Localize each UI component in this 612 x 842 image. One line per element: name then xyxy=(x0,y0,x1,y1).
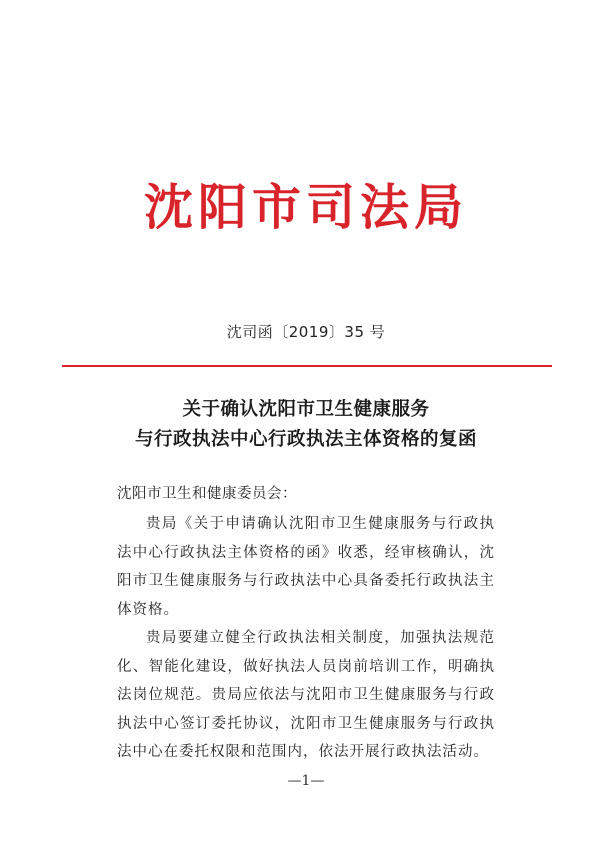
page-number: —1— xyxy=(287,773,325,789)
salutation: 沈阳市卫生和健康委员会： xyxy=(117,486,297,502)
document-body xyxy=(117,510,495,767)
document-title xyxy=(0,395,612,455)
red-separator-line xyxy=(62,365,552,367)
document-number: 沈司函〔2019〕35 号 xyxy=(226,323,386,341)
body-paragraph-1: 贵局《关于申请确认沈阳市卫生健康服务与行政执法中心行政执法主体资格的函》收悉，经审核确认，沈阳市卫生健康服务与行政执法中心具备委托行政执法主体资格。 xyxy=(117,516,495,618)
body-paragraph-2: 贵局要建立健全行政执法相关制度，加强执法规范化、智能化建设，做好执法人员岗前培训工作，明确执法岗位规范。贵局应依法与沈阳市卫生健康服务与行政执法中心签订委托协议，沈阳市卫生健康服务与行政执法中心在委托权限和范围内，依法开展行政执法活动。 xyxy=(117,630,495,760)
document-title-line-1: 关于确认沈阳市卫生健康服务 xyxy=(182,399,430,420)
issuing-authority-header: 沈阳市司法局 xyxy=(143,178,468,236)
document-title-line-2: 与行政执法中心行政执法主体资格的复函 xyxy=(134,429,477,450)
